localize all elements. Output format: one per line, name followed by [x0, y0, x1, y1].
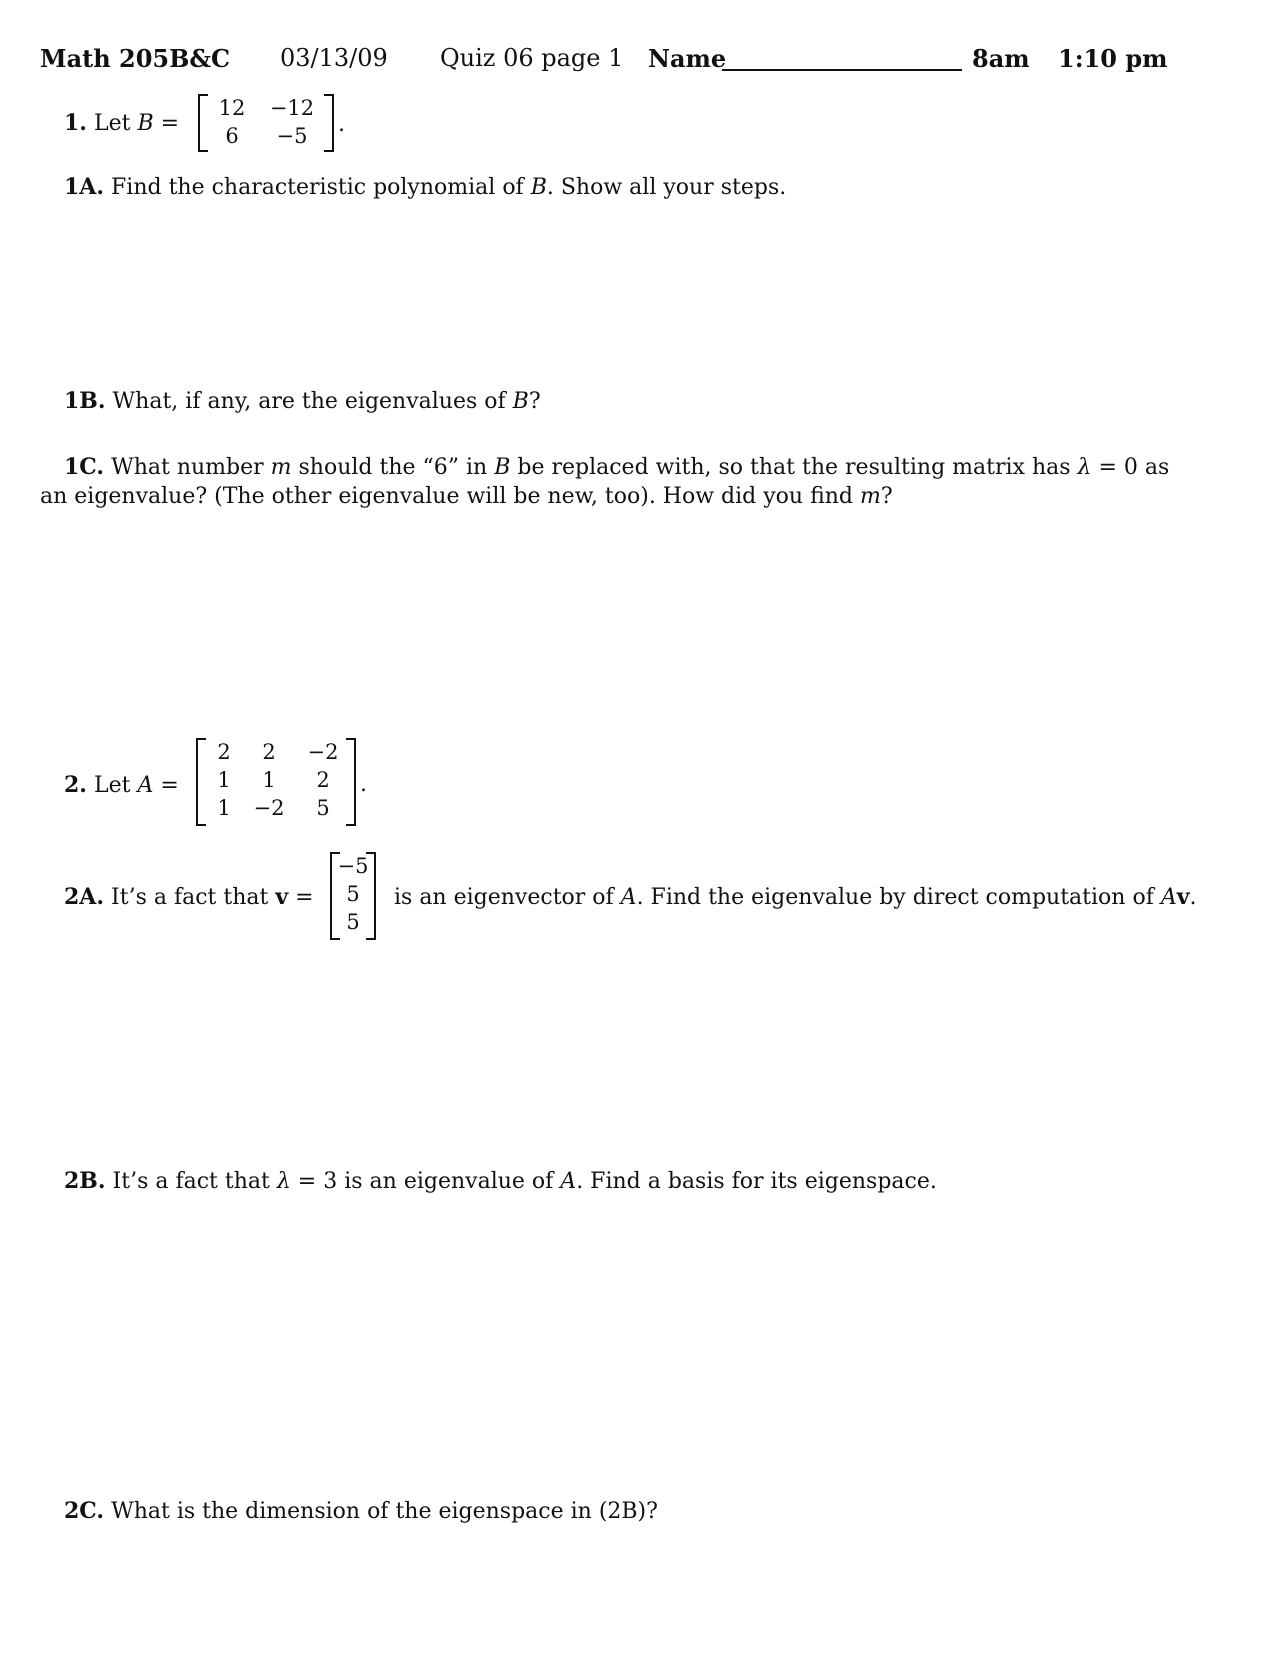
q1a-text-end: . Show all your steps. — [546, 175, 787, 200]
q1a-var-b: B — [530, 175, 547, 200]
q2-statement — [64, 772, 179, 798]
q1-var-b: B — [137, 111, 154, 136]
q2b-text-2: = 3 is an eigenvalue of — [290, 1169, 561, 1194]
matrix-a-cell: −2 — [307, 740, 339, 764]
q2a-text-3: . Find the eigenvalue by direct computation of — [636, 885, 1161, 910]
q2c-text: What is the dimension of the eigenspace in (2B)? — [104, 1499, 658, 1524]
q1b-text-end: ? — [528, 389, 541, 414]
q1c-text-2: should the “6” in — [291, 455, 495, 480]
q1c-prompt-line1 — [64, 452, 1169, 483]
q2b-number: 2B. — [64, 1168, 106, 1194]
matrix-a-cell: 1 — [262, 768, 276, 792]
q1-period: . — [338, 112, 345, 137]
q2a-var-a2: A — [1160, 885, 1177, 910]
q2a-prompt-end — [394, 884, 1197, 910]
matrix-a-cell: 2 — [316, 768, 330, 792]
q1-statement — [64, 110, 179, 136]
q2-number: 2. — [64, 772, 87, 798]
q1c-var-m: m — [270, 455, 292, 480]
q1c-text-1: What number — [104, 455, 271, 480]
q2c-prompt — [64, 1496, 658, 1527]
q1c-number: 1C. — [64, 454, 105, 480]
q2a-vec-v: v — [275, 884, 289, 910]
q1c-prompt-line2 — [40, 482, 893, 512]
q2b-text-1: It’s a fact that — [105, 1169, 277, 1194]
q1c-text-3: be replaced with, so that the resulting matrix has — [510, 455, 1078, 480]
matrix-a — [196, 738, 356, 826]
q1a-number: 1A. — [64, 174, 105, 200]
vector-v-cell: −5 — [337, 854, 369, 878]
vector-v-cell: 5 — [346, 882, 360, 906]
q1-intro: Let — [93, 111, 138, 136]
q2-intro: Let — [93, 773, 138, 798]
matrix-a-cell: −2 — [253, 796, 285, 820]
name-label: Name — [648, 44, 727, 73]
q2b-text-3: . Find a basis for its eigenspace. — [576, 1169, 937, 1194]
q2c-number: 2C. — [64, 1498, 105, 1524]
q2a-number: 2A. — [64, 884, 105, 910]
q2-var-a: A — [137, 773, 154, 798]
q2a-prompt-start — [64, 884, 314, 910]
q1b-prompt — [64, 386, 541, 417]
q1c-text-6: ? — [880, 484, 893, 509]
q2a-text-2: is an eigenvector of — [394, 885, 621, 910]
q1b-text: What, if any, are the eigenvalues of — [105, 389, 513, 414]
q1b-number: 1B. — [64, 388, 106, 414]
matrix-a-cell: 2 — [217, 740, 231, 764]
matrix-b-cell: 6 — [225, 124, 239, 148]
q2a-text-4: . — [1189, 885, 1197, 910]
q2b-var-a: A — [560, 1169, 577, 1194]
q2a-equals: = — [288, 885, 314, 910]
quiz-date: 03/13/09 — [280, 44, 388, 72]
q2a-text-1: It’s a fact that — [104, 885, 276, 910]
q1-number: 1. — [64, 110, 87, 136]
vector-v-cell: 5 — [346, 910, 360, 934]
section-time-110pm: 1:10 pm — [1058, 44, 1168, 73]
q2a-var-a: A — [620, 885, 637, 910]
q1c-var-m2: m — [860, 484, 881, 509]
course-title: Math 205B&C — [40, 44, 231, 73]
q2a-vec-v2: v — [1176, 884, 1190, 910]
q1c-text-4: = 0 as — [1091, 455, 1170, 480]
matrix-a-cell: 1 — [217, 768, 231, 792]
name-blank-line[interactable] — [722, 69, 962, 71]
matrix-a-cell: 5 — [316, 796, 330, 820]
q1c-text-5: an eigenvalue? (The other eigenvalue will be new, too). How did you find — [40, 484, 861, 509]
section-time-8am: 8am — [972, 44, 1030, 73]
matrix-b-cell: 12 — [218, 96, 246, 120]
q1-equals: = — [153, 111, 180, 136]
q1a-text: Find the characteristic polynomial of — [104, 175, 531, 200]
matrix-a-cell: 2 — [262, 740, 276, 764]
q2b-lambda: λ — [276, 1169, 291, 1194]
q2-period: . — [360, 772, 367, 797]
q1c-lambda: λ — [1077, 455, 1092, 480]
q1b-var-b: B — [512, 389, 529, 414]
q1a-prompt — [64, 172, 786, 203]
q1c-var-b: B — [494, 455, 511, 480]
matrix-a-cell: 1 — [217, 796, 231, 820]
matrix-b-cell: −5 — [276, 124, 308, 148]
vector-v — [330, 852, 376, 940]
quiz-page-label: Quiz 06 page 1 — [440, 44, 624, 72]
q2-equals: = — [153, 773, 179, 798]
matrix-b-cell: −12 — [269, 96, 315, 120]
q2b-prompt — [64, 1166, 937, 1197]
matrix-b — [198, 94, 334, 152]
